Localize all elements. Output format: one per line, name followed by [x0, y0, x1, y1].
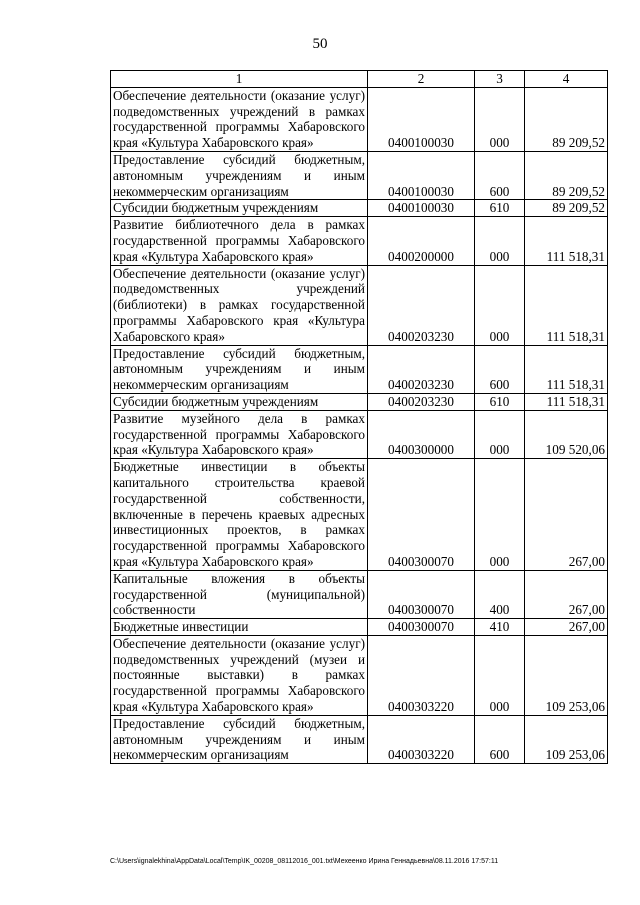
amount-cell: 111 518,31	[525, 265, 608, 345]
target-code-cell: 0400300070	[368, 619, 475, 636]
target-code-cell: 0400100030	[368, 151, 475, 199]
table-row	[111, 87, 608, 151]
table-row	[111, 265, 608, 345]
target-code-cell: 0400100030	[368, 200, 475, 217]
table-row	[111, 393, 608, 410]
header-cell-2: 2	[368, 71, 475, 88]
header-cell-3: 3	[475, 71, 525, 88]
row-name-cell: Обеспечение деятельности (оказание услуг) подведомственных учреждений в рамках государственной программы Хабаровского края «Культура Хабаровского края»	[111, 87, 368, 151]
expense-kind-cell: 410	[475, 619, 525, 636]
amount-cell: 111 518,31	[525, 393, 608, 410]
table-row	[111, 570, 608, 618]
amount-cell: 267,00	[525, 459, 608, 571]
amount-cell: 109 253,06	[525, 635, 608, 715]
target-code-cell: 0400100030	[368, 87, 475, 151]
file-path-footer: C:\Users\ignalekhina\AppData\Local\Temp\IK_00208_08112016_001.txt\Мехеенко Ирина Геннадьевна\08.11.2016 17:57:11	[110, 858, 499, 865]
target-code-cell: 0400203230	[368, 345, 475, 393]
row-name-cell: Бюджетные инвестиции	[111, 619, 368, 636]
table-row	[111, 345, 608, 393]
amount-cell: 109 520,06	[525, 410, 608, 458]
row-name-cell: Обеспечение деятельности (оказание услуг) подведомственных учреждений (музеи и постоянные выставки) в рамках государственной программы Хабаровского края «Культура Хабаровского края»	[111, 635, 368, 715]
amount-cell: 267,00	[525, 619, 608, 636]
table-row	[111, 217, 608, 265]
expense-kind-cell: 610	[475, 200, 525, 217]
header-cell-1: 1	[111, 71, 368, 88]
table-row	[111, 715, 608, 763]
row-name-cell: Капитальные вложения в объекты государственной (муниципальной) собственности	[111, 570, 368, 618]
expense-kind-cell: 600	[475, 151, 525, 199]
target-code-cell: 0400300000	[368, 410, 475, 458]
row-name-cell: Развитие музейного дела в рамках государственной программы Хабаровского края «Культура Хабаровского края»	[111, 410, 368, 458]
expense-kind-cell: 000	[475, 410, 525, 458]
expense-kind-cell: 000	[475, 217, 525, 265]
target-code-cell: 0400200000	[368, 217, 475, 265]
expense-kind-cell: 000	[475, 459, 525, 571]
table-row	[111, 200, 608, 217]
amount-cell: 89 209,52	[525, 87, 608, 151]
amount-cell: 89 209,52	[525, 151, 608, 199]
amount-cell: 267,00	[525, 570, 608, 618]
row-name-cell: Развитие библиотечного дела в рамках государственной программы Хабаровского края «Культура Хабаровского края»	[111, 217, 368, 265]
expense-kind-cell: 400	[475, 570, 525, 618]
expense-kind-cell: 600	[475, 715, 525, 763]
budget-table	[110, 70, 608, 764]
header-cell-4: 4	[525, 71, 608, 88]
amount-cell: 111 518,31	[525, 217, 608, 265]
row-name-cell: Бюджетные инвестиции в объекты капитального строительства краевой государственной собственности, включенные в перечень краевых адресных инвестиционных проектов, в рамках государственной программы Хабаровского края «Культура Хабаровского края»	[111, 459, 368, 571]
page-number: 50	[312, 36, 328, 52]
table-row	[111, 151, 608, 199]
amount-cell: 89 209,52	[525, 200, 608, 217]
target-code-cell: 0400203230	[368, 265, 475, 345]
target-code-cell: 0400300070	[368, 570, 475, 618]
amount-cell: 111 518,31	[525, 345, 608, 393]
expense-kind-cell: 000	[475, 87, 525, 151]
table-row	[111, 619, 608, 636]
row-name-cell: Предоставление субсидий бюджетным, автономным учреждениям и иным некоммерческим организациям	[111, 715, 368, 763]
amount-cell: 109 253,06	[525, 715, 608, 763]
row-name-cell: Субсидии бюджетным учреждениям	[111, 200, 368, 217]
expense-kind-cell: 600	[475, 345, 525, 393]
target-code-cell: 0400203230	[368, 393, 475, 410]
target-code-cell: 0400303220	[368, 715, 475, 763]
row-name-cell: Предоставление субсидий бюджетным, автономным учреждениям и иным некоммерческим организациям	[111, 151, 368, 199]
row-name-cell: Предоставление субсидий бюджетным, автономным учреждениям и иным некоммерческим организациям	[111, 345, 368, 393]
table-row	[111, 459, 608, 571]
row-name-cell: Обеспечение деятельности (оказание услуг) подведомственных учреждений (библиотеки) в рамках государственной программы Хабаровского края «Культура Хабаровского края»	[111, 265, 368, 345]
table-row	[111, 635, 608, 715]
target-code-cell: 0400300070	[368, 459, 475, 571]
expense-kind-cell: 000	[475, 265, 525, 345]
expense-kind-cell: 000	[475, 635, 525, 715]
table-header-row	[111, 71, 608, 88]
row-name-cell: Субсидии бюджетным учреждениям	[111, 393, 368, 410]
target-code-cell: 0400303220	[368, 635, 475, 715]
table-row	[111, 410, 608, 458]
expense-kind-cell: 610	[475, 393, 525, 410]
